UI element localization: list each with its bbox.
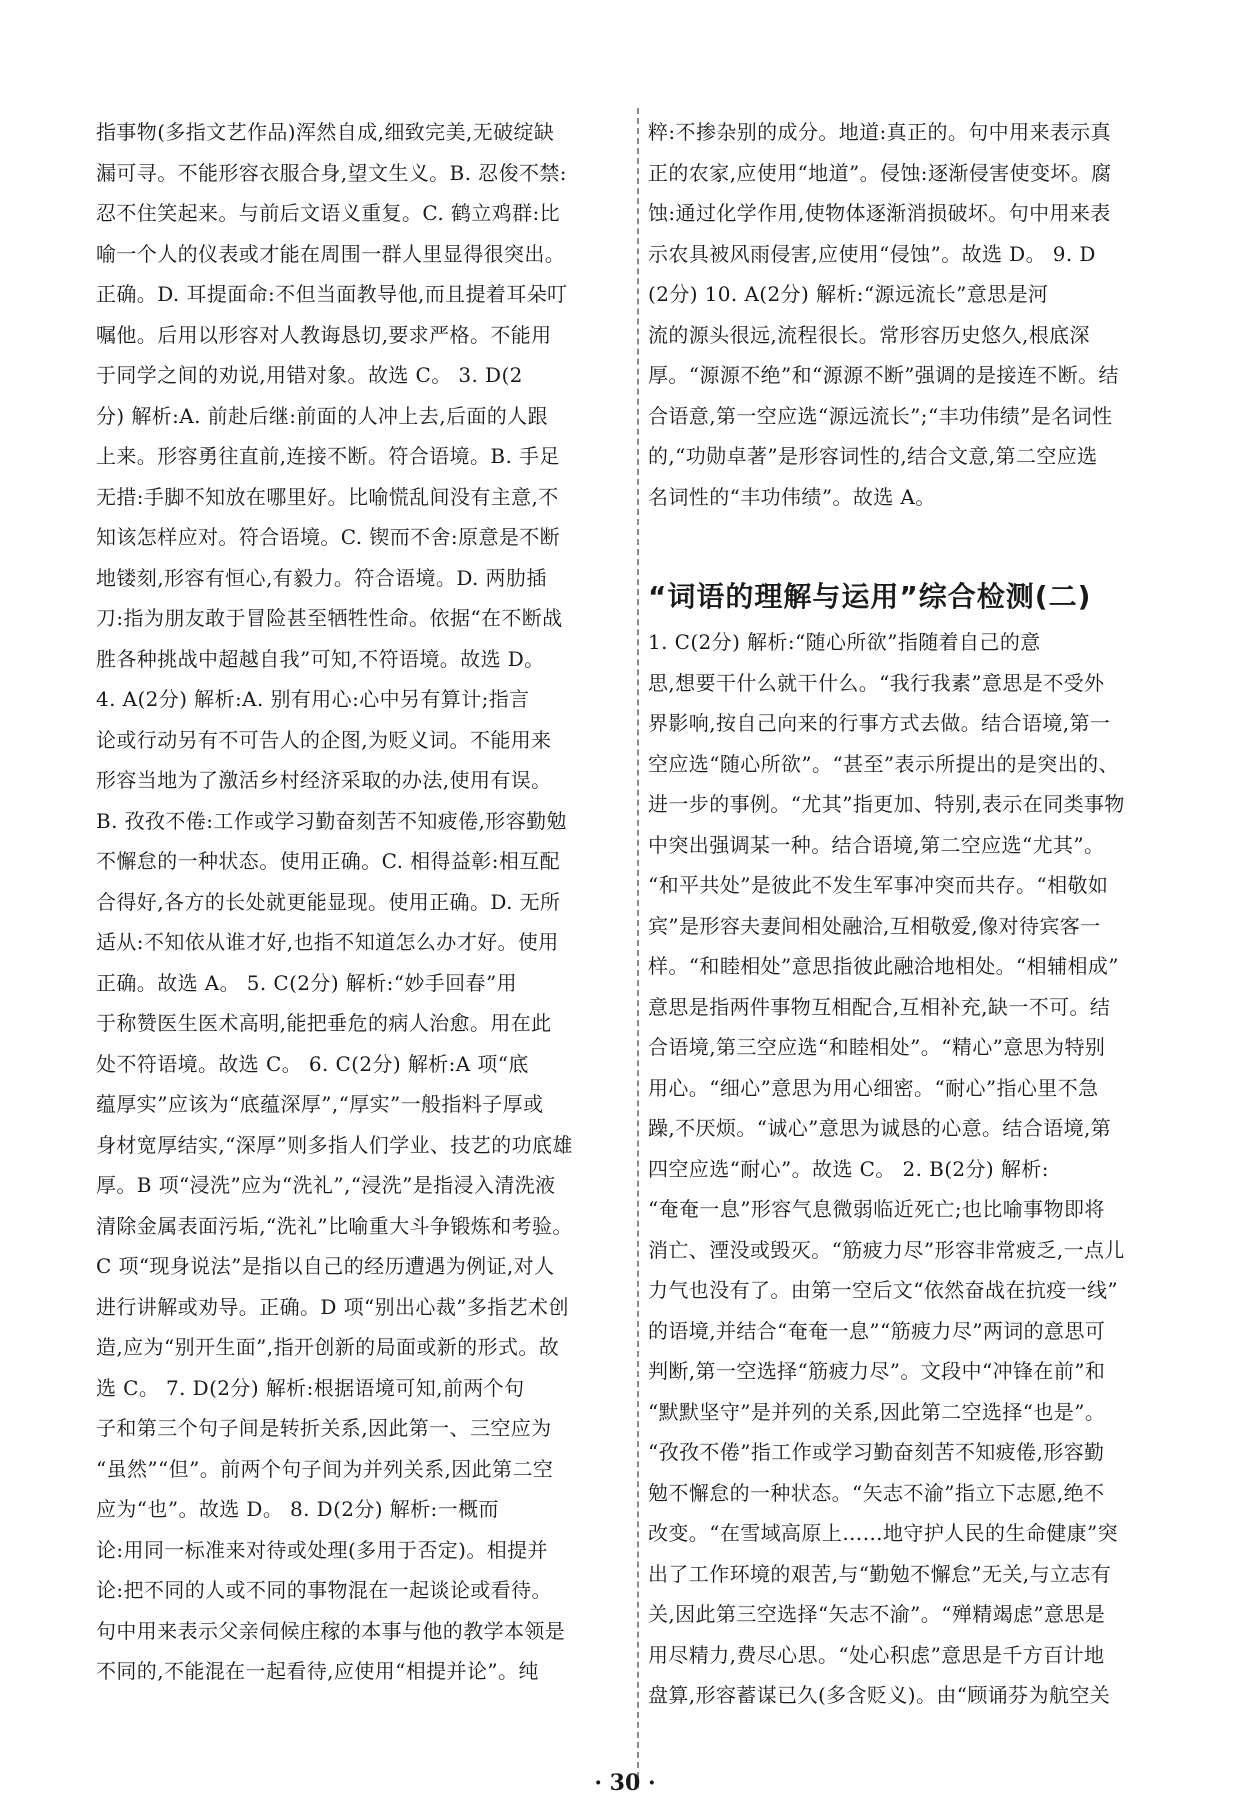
text-line: 子和第三个句子间是转折关系,因此第一、三空应为 (96, 1416, 552, 1440)
text-line: 粹:不掺杂别的成分。地道:真正的。句中用来表示真 (648, 120, 1112, 144)
text-line: 出了工作环境的艰苦,与“勤勉不懈怠”无关,与立志有 (648, 1561, 1112, 1586)
text-line: 合语境,第三空应选“和睦相处”。“精心”意思为特别 (648, 1035, 1106, 1059)
text-line: 处不符语境。故选 C。 6. C(2分) 解析:A 项“底 (96, 1051, 529, 1076)
text-line: “孜孜不倦”指工作或学习勤奋刻苦不知疲倦,形容勤 (648, 1440, 1105, 1464)
text-line: 上来。形容勇往直前,连接不断。符合语境。B. 手足 (96, 444, 560, 468)
text-line: 喻一个人的仪表或才能在周围一群人里显得很突出。 (96, 241, 566, 266)
text-line: 样。“和睦相处”意思指彼此融洽地相处。“相辅相成” (648, 954, 1119, 978)
text-line: 消亡、湮没或毁灭。“筋疲力尽”形容非常疲乏,一点儿 (648, 1237, 1125, 1262)
text-line: 分) 解析:A. 前赴后继:前面的人冲上去,后面的人跟 (96, 403, 548, 428)
text-line: 蚀:通过化学作用,使物体逐渐消损破坏。句中用来表 (648, 201, 1111, 225)
text-line: “和平共处”是彼此不发生军事冲突而共存。“相敬如 (648, 873, 1109, 897)
text-line: 于同学之间的劝说,用错对象。故选 C。 3. D(2 (96, 363, 523, 387)
text-line: 用尽精力,费尽心思。“处心积虑”意思是千方百计地 (648, 1642, 1105, 1667)
text-line: 正的农家,应使用“地道”。侵蚀:逐渐侵害使变坏。腐 (648, 160, 1112, 185)
text-line: 刀:指为朋友敢于冒险甚至牺牲性命。依据“在不断战 (96, 606, 563, 630)
text-line: 指事物(多指文艺作品)浑然自成,细致完美,无破绽缺 (96, 120, 555, 144)
text-line: 于称赞医生医术高明,能把垂危的病人治愈。用在此 (96, 1011, 552, 1035)
text-line: (2分) 10. A(2分) 解析:“源远流长”意思是河 (648, 282, 1049, 306)
text-line: 合得好,各方的长处就更能显现。使用正确。D. 无所 (96, 889, 561, 914)
text-line: 厚。“源源不绝”和“源源不断”强调的是接连不断。结 (648, 363, 1119, 387)
text-line: 示农具被风雨侵害,应使用“侵蚀”。故选 D。 9. D (648, 241, 1096, 266)
text-line: 1. C(2分) 解析:“随心所欲”指随着自己的意 (648, 630, 1041, 654)
text-line: 关,因此第三空选择“矢志不渝”。“殚精竭虑”意思是 (648, 1602, 1106, 1626)
text-line: 嘱他。后用以形容对人教诲恳切,要求严格。不能用 (96, 322, 552, 347)
text-line: 论:把不同的人或不同的事物混在一起谈论或看待。 (96, 1578, 552, 1602)
text-line: 思,想要干什么就干什么。“我行我素”意思是不受外 (648, 670, 1105, 695)
text-line: 合语意,第一空应选“源远流长”;“丰功伟绩”是名词性 (648, 403, 1113, 428)
text-line: 句中用来表示父亲伺候庄稼的本事与他的教学本领是 (96, 1618, 566, 1643)
text-line: 进行讲解或劝导。正确。D 项“别出心裁”多指艺术创 (96, 1294, 569, 1319)
text-line: 进一步的事例。“尤其”指更加、特别,表示在同类事物 (648, 792, 1125, 816)
text-line: 地镂刻,形容有恒心,有毅力。符合语境。D. 两肋插 (96, 565, 547, 590)
text-line: 用心。“细心”意思为用心细密。“耐心”指心里不急 (648, 1075, 1099, 1100)
text-line: 造,应为“别开生面”,指开创新的局面或新的形式。故 (96, 1335, 560, 1359)
text-line: 不同的,不能混在一起看待,应使用“相提并论”。纯 (96, 1659, 539, 1683)
text-line: “虽然”“但”。前两个句子间为并列关系,因此第二空 (96, 1456, 554, 1481)
text-line: C 项“现身说法”是指以自己的经历遭遇为例证,对人 (96, 1254, 555, 1278)
text-line: 厚。B 项“浸洗”应为“洗礼”,“浸洗”是指浸入清洗液 (96, 1173, 556, 1197)
text-line: 的语境,并结合“奄奄一息”“筋疲力尽”两词的意思可 (648, 1318, 1106, 1343)
text-line: 身材宽厚结实,“深厚”则多指人们学业、技艺的功底雄 (96, 1132, 573, 1157)
text-line: 适从:不知依从谁才好,也指不知道怎么办才好。使用 (96, 930, 559, 954)
left-text-column (96, 112, 626, 1692)
text-line: 正确。故选 A。 5. C(2分) 解析:“妙手回春”用 (96, 970, 517, 995)
section-heading: “词语的理解与运用”综合检测(二) (648, 580, 1092, 613)
text-line: 选 C。 7. D(2分) 解析:根据语境可知,前两个句 (96, 1375, 525, 1400)
text-line: 漏可寻。不能形容衣服合身,望文生义。B. 忍俊不禁: (96, 160, 567, 185)
text-line: B. 孜孜不倦:工作或学习勤奋刻苦不知疲倦,形容勤勉 (96, 808, 567, 833)
text-line: 论或行动另有不可告人的企图,为贬义词。不能用来 (96, 727, 552, 752)
text-line: 中突出强调某一种。结合语境,第二空应选“尤其”。 (648, 832, 1105, 857)
text-line: 胜各种挑战中超越自我”可知,不符语境。故选 D。 (96, 646, 545, 671)
text-line: 意思是指两件事物互相配合,互相补充,缺一不可。结 (648, 994, 1111, 1019)
text-line: 应为“也”。故选 D。 8. D(2分) 解析:一概而 (96, 1497, 499, 1521)
text-line: 无措:手脚不知放在哪里好。比喻慌乱间没有主意,不 (96, 484, 559, 509)
text-line: 空应选“随心所欲”。“甚至”表示所提出的是突出的、 (648, 751, 1119, 776)
text-line: 论:用同一标准来对待或处理(多用于否定)。相提并 (96, 1537, 548, 1562)
text-line: 蕴厚实”应该为“底蕴深厚”,“厚实”一般指料子厚或 (96, 1092, 544, 1116)
text-line: 知该怎样应对。符合语境。C. 锲而不舍:原意是不断 (96, 525, 561, 549)
column-divider (637, 108, 639, 1788)
text-line: 界影响,按自己向来的行事方式去做。结合语境,第一 (648, 711, 1111, 735)
text-line: 躁,不厌烦。“诚心”意思为诚恳的心意。结合语境,第 (648, 1116, 1112, 1140)
text-line: 力气也没有了。由第一空后文“依然奋战在抗疫一线” (648, 1278, 1119, 1302)
text-line: 判断,第一空选择“筋疲力尽”。文段中“冲锋在前”和 (648, 1359, 1106, 1383)
text-line: 改变。“在雪域高原上……地守护人民的生命健康”突 (648, 1521, 1119, 1545)
text-line: 不懈怠的一种状态。使用正确。C. 相得益彰:相互配 (96, 849, 561, 873)
text-line: “奄奄一息”形容气息微弱临近死亡;也比喻事物即将 (648, 1197, 1105, 1221)
text-line: 形容当地为了激活乡村经济采取的办法,使用有误。 (96, 768, 552, 792)
right-text-column-bottom (648, 622, 1173, 1716)
right-text-column-top (648, 112, 1173, 517)
text-line: 忍不住笑起来。与前后文语义重复。C. 鹤立鸡群:比 (96, 201, 561, 225)
page-number: · 30 · (594, 1770, 656, 1796)
text-line: 的,“功勋卓著”是形容词性的,结合文意,第二空应选 (648, 444, 1098, 468)
text-line: 勉不懈怠的一种状态。“矢志不渝”指立下志愿,绝不 (648, 1480, 1105, 1505)
text-line: 四空应选“耐心”。故选 C。 2. B(2分) 解析: (648, 1156, 1049, 1181)
text-line: 流的源头很远,流程很长。常形容历史悠久,根底深 (648, 322, 1090, 347)
text-line: “默默坚守”是并列的关系,因此第二空选择“也是”。 (648, 1399, 1106, 1424)
text-line: 名词性的“丰功伟绩”。故选 A。 (648, 484, 936, 509)
text-line: 清除金属表面污垢,“洗礼”比喻重大斗争锻炼和考验。 (96, 1213, 573, 1238)
text-line: 正确。D. 耳提面命:不但当面教导他,而且提着耳朵叮 (96, 282, 568, 306)
text-line: 盘算,形容蓄谋已久(多含贬义)。由“顾诵芬为航空关 (648, 1683, 1111, 1707)
text-line: 4. A(2分) 解析:A. 别有用心:心中另有算计;指言 (96, 687, 530, 711)
text-line: 宾”是形容夫妻间相处融洽,互相敬爱,像对待宾客一 (648, 913, 1101, 938)
